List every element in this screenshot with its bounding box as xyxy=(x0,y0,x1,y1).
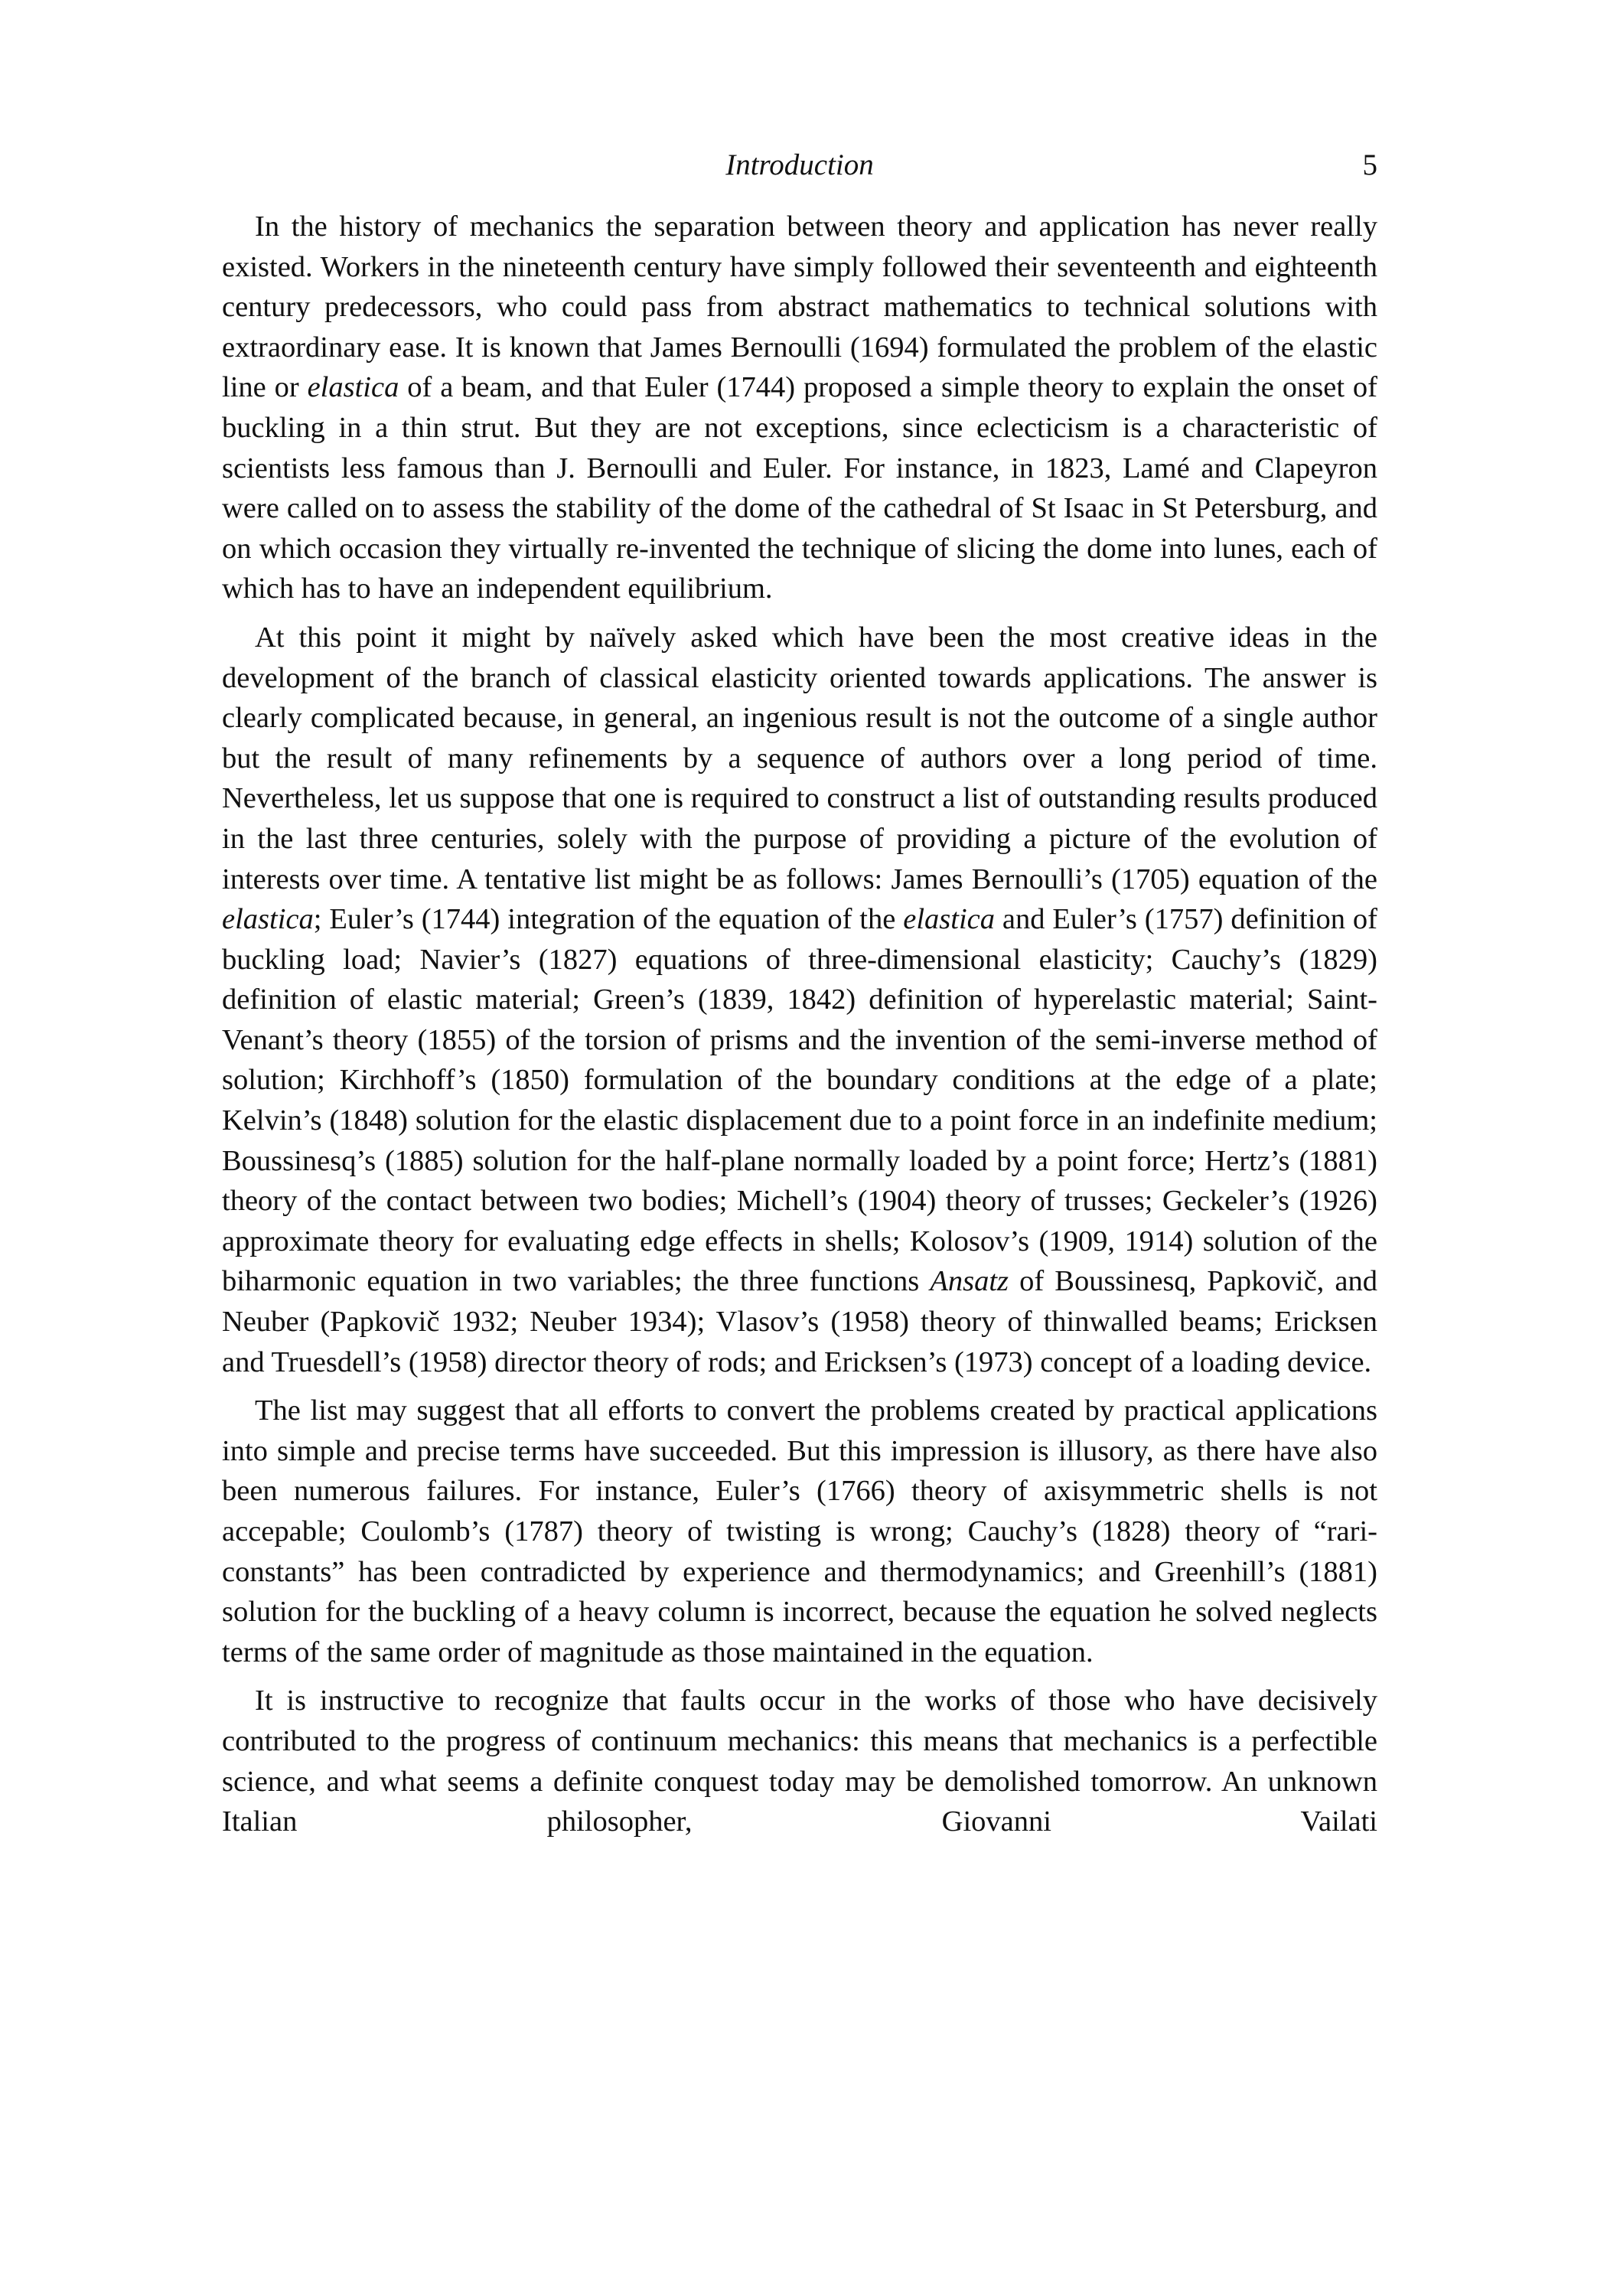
paragraph-3 xyxy=(222,1391,1377,1672)
paragraph-4 xyxy=(222,1681,1377,1841)
italic-term: elastica xyxy=(307,371,399,404)
paragraph-text: ; Euler’s (1744) integration of the equation of the xyxy=(313,903,904,936)
paragraph-text: and Euler’s (1757) definition of buckling load; Navier’s (1827) equations of three-dimensional elasticity; Cauchy’s (1829) definition of elastic material; Green’s (1839, 1842) definition of hyperelastic material; Saint-Venant’s theory (1855) of the torsion of prisms and the invention of the semi-inverse method of solution; Kirchhoff’s (1850) formulation of the boundary conditions at the edge of a plate; Kelvin’s (1848) solution for the elastic displacement due to a point force in an indefinite medium; Boussinesq’s (1885) solution for the half-plane normally loaded by a point force; Hertz’s (1881) theory of the contact between two bodies; Michell’s (1904) theory of trusses; Geckeler’s (1926) approximate theory for evaluating edge effects in shells; Kolosov’s (1909, 1914) solution of the biharmonic equation in two variables; the three functions xyxy=(222,903,1377,1298)
running-title: Introduction xyxy=(725,148,874,181)
running-head xyxy=(222,144,1377,187)
paragraph-text: In the history of mechanics the separation between theory and application has never really existed. Workers in the nineteenth century have simply followed their seventeenth and eighteenth century predecessors, who could pass from abstract mathematics to technical solutions with extraordinary ease. It is known that James Bernoulli (1694) formulated the problem of the elastic line or xyxy=(222,210,1377,404)
italic-term: elastica xyxy=(222,903,314,936)
italic-term: Ansatz xyxy=(930,1265,1009,1298)
paragraph-1 xyxy=(222,207,1377,609)
paragraph-text: It is instructive to recognize that faults occur in the works of those who have decisively contributed to the progress of continuum mechanics: this means that mechanics is a perfectible science, and what seems a definite conquest today may be demolished tomorrow. An unknown Italian philosopher, Giovanni Vailati xyxy=(222,1684,1377,1838)
paragraph-text: of Boussinesq, Papkovič, and Neuber (Papkovič 1932; Neuber 1934); Vlasov’s (1958) theory of thinwalled beams; Ericksen and Truesdell’s (1958) director theory of rods; and Ericksen’s (1973) concept of a loading device. xyxy=(222,1265,1377,1378)
paragraph-text: The list may suggest that all efforts to convert the problems created by practical applications into simple and precise terms have succeeded. But this impression is illusory, as there have also been numerous failures. For instance, Euler’s (1766) theory of axisymmetric shells is not accepable; Coulomb’s (1787) theory of twisting is wrong; Cauchy’s (1828) theory of “rari-constants” has been contradicted by experience and thermodynamics; and Greenhill’s (1881) solution for the buckling of a heavy column is incorrect, because the equation he solved neglects terms of the same order of magnitude as those maintained in the equation. xyxy=(222,1394,1377,1668)
paragraph-text: At this point it might by naïvely asked which have been the most creative ideas in the development of the branch of classical elasticity oriented towards applications. The answer is clearly complicated because, in general, an ingenious result is not the outcome of a single author but the result of many refinements by a sequence of authors over a long period of time. Nevertheless, let us suppose that one is required to construct a list of outstanding results produced in the last three centuries, solely with the purpose of providing a picture of the evolution of interests over time. A tentative list might be as follows: James Bernoulli’s (1705) equation of the xyxy=(222,621,1377,895)
paragraph-text: of a beam, and that Euler (1744) proposed a simple theory to explain the onset of buckling in a thin strut. But they are not exceptions, since eclecticism is a characteristic of scientists less famous than J. Bernoulli and Euler. For instance, in 1823, Lamé and Clapeyron were called on to assess the stability of the dome of the cathedral of St Isaac in St Petersburg, and on which occasion they virtually re-invented the technique of slicing the dome into lunes, each of which has to have an independent equilibrium. xyxy=(222,371,1377,605)
page-number: 5 xyxy=(1362,148,1377,181)
italic-term: elastica xyxy=(903,903,995,936)
paragraph-2 xyxy=(222,618,1377,1382)
body-text xyxy=(222,207,1377,1851)
